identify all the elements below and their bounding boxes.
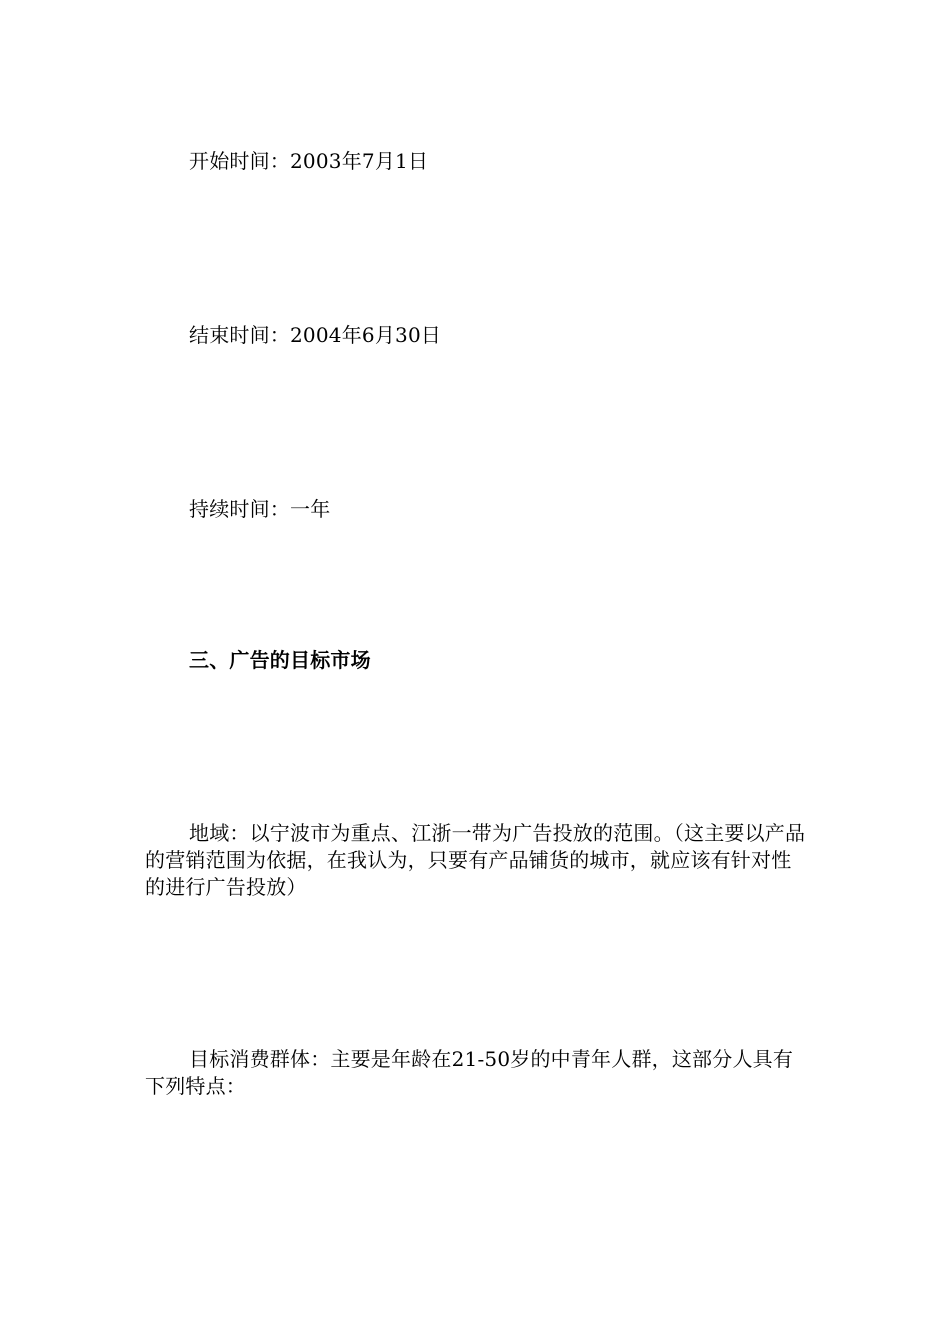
duration-text: 持续时间：一年 [189, 497, 331, 521]
section-heading: 三、广告的目标市场 [189, 648, 371, 672]
region-paragraph: 地域：以宁波市为重点、江浙一带为广告投放的范围。（这主要以产品的营销范围为依据，在我认为，只要有产品铺货的城市，就应该有针对性的进行广告投放） [145, 821, 806, 899]
target-group-paragraph: 目标消费群体：主要是年龄在21-50岁的中青年人群，这部分人具有下列特点： [145, 1047, 794, 1098]
end-time-text: 结束时间：2004年6月30日 [189, 323, 442, 347]
start-time-text: 开始时间：2003年7月1日 [189, 149, 429, 173]
